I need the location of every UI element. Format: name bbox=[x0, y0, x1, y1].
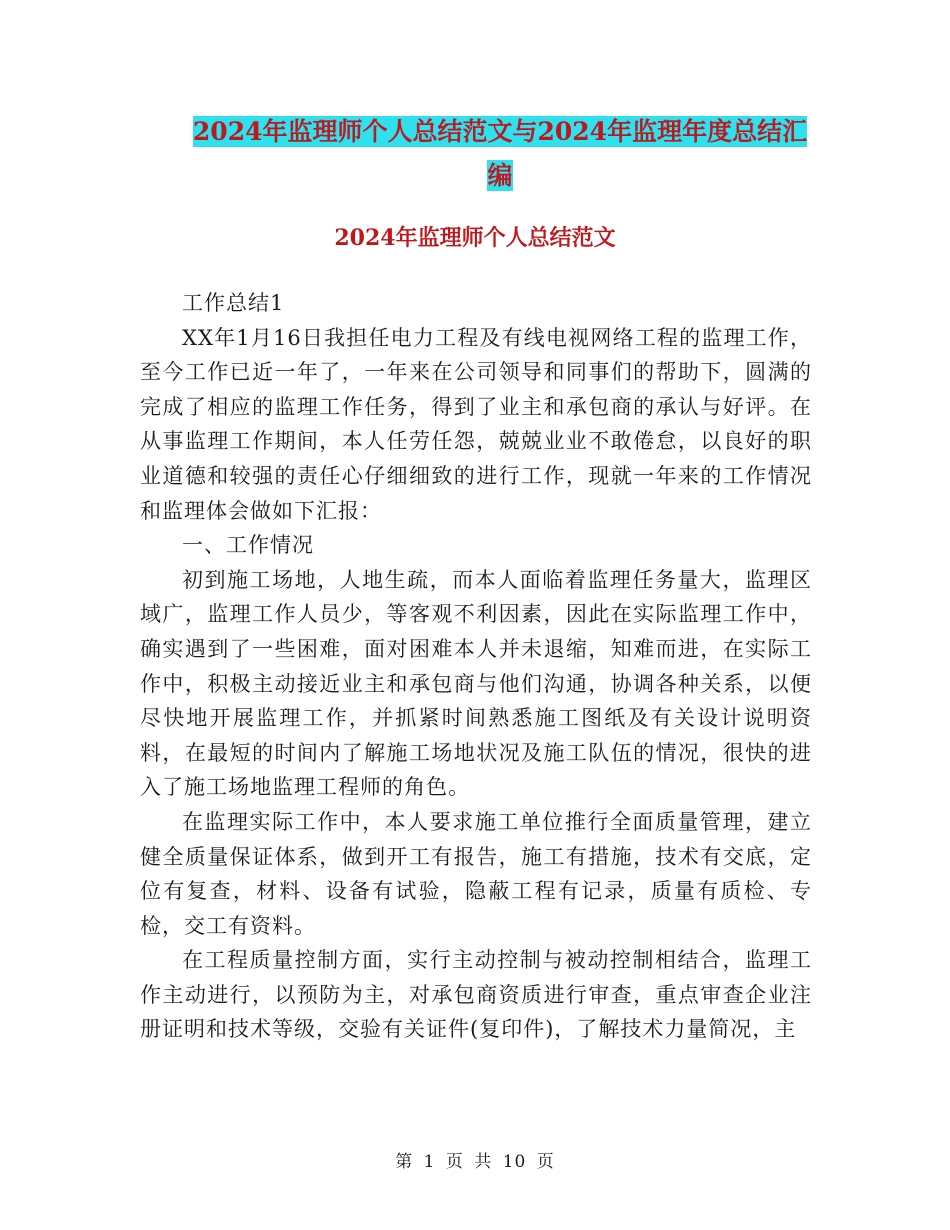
document-title-line-1: 2024年监理师个人总结范文与2024年监理年度总结汇 bbox=[192, 117, 808, 146]
paragraph-intro: XX年1月16日我担任电力工程及有线电视网络工程的监理工作，至今工作已近一年了，一年来在公司领导和同事们的帮助下，圆满的完成了相应的监理工作任务，得到了业主和承包商的承认与好评。在从事监理工作期间，本人任劳任怨，兢兢业业不敢倦怠，以良好的职业道德和较强的责任心仔细细致的进行工作，现就一年来的工作情况和监理体会做如下汇报： bbox=[140, 325, 812, 523]
paragraph-quality-control: 在工程质量控制方面，实行主动控制与被动控制相结合，监理工作主动进行，以预防为主，对承包商资质进行审查，重点审查企业注册证明和技术等级，交验有关证件(复印件)，了解技术力量简况，主 bbox=[140, 948, 812, 1042]
paragraph-heading-work-summary: 工作总结1 bbox=[182, 291, 285, 315]
section-title: 2024年监理师个人总结范文 bbox=[334, 225, 616, 251]
paragraph-quality-management: 在监理实际工作中，本人要求施工单位推行全面质量管理，建立健全质量保证体系，做到开工有报告，施工有措施，技术有交底，定位有复查，材料、设备有试验，隐蔽工程有记录，质量有质检、专检，交工有资料。 bbox=[140, 809, 812, 938]
page-number-footer: 第 1 页 共 10 页 bbox=[395, 1152, 555, 1172]
paragraph-site-arrival: 初到施工场地，人地生疏，而本人面临着监理任务量大，监理区域广，监理工作人员少，等客观不利因素，因此在实际监理工作中，确实遇到了一些困难，面对困难本人并未退缩，知难而进，在实际工作中，积极主动接近业主和承包商与他们沟通，协调各种关系，以便尽快地开展监理工作，并抓紧时间熟悉施工图纸及有关设计说明资料，在最短的时间内了解施工场地状况及施工队伍的情况，很快的进入了施工场地监理工程师的角色。 bbox=[140, 567, 812, 800]
paragraph-heading-work-situation: 一、工作情况 bbox=[182, 533, 314, 558]
document-title bbox=[140, 110, 860, 198]
document-title-line-2: 编 bbox=[487, 161, 513, 190]
body-text bbox=[140, 286, 812, 1047]
